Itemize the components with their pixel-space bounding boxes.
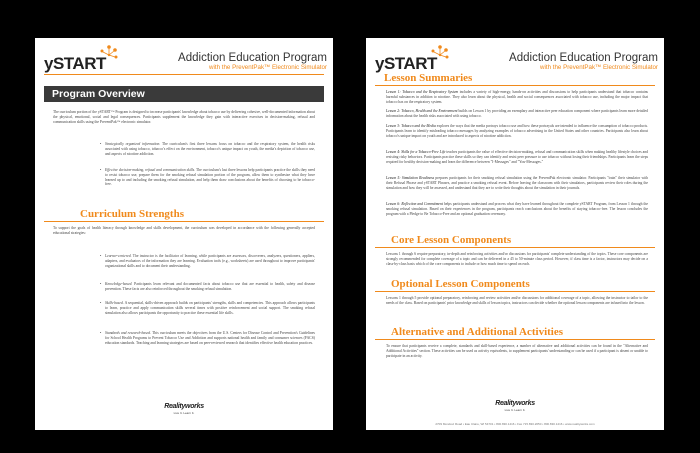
logo-wordmark: ySTART [44,54,106,73]
lesson-summary [386,109,648,119]
overview-intro: The curriculum portion of the ySTART™ Program is designed to increase participants' knowledge about tobacco use by delivering cohesive, well-documented information about the physical, emotional, social and legal consequences. Participants supplement the knowledge they gain with interactive exercises in decision-making, refusal and communication skills using the PreventPak™ electronic simulator. [53,110,315,124]
program-subtitle: with the PreventPak™ Electronic Simulator [209,64,327,71]
lesson-summary [386,150,648,164]
bullet-text: The curriculum's last three lessons help participants practice the skills they need to resist tobacco use, prepare them for the smoking refusal simulation portion of the program, allow them to synthesize what they have learned up to and including the smoking refusal simulation, and help them draw conclusions about the benefits of choosing to be tobacco-free. [105,168,315,187]
lesson-text: builds on Lesson 1 by providing an exemplary and interactive peer education component where participants learn more detailed information about the health risks associated with using tobacco. [386,109,648,118]
core-components-heading: Core Lesson Components [391,234,512,246]
lesson-text: prepares participants for their smoking refusal simulation using the PreventPak electronic simulator. Participants "train" their simulator with their Refusal Phrase and ySTART Phrases, and practice a smoking refusal event. Before leaving the classroom with their simulators, participants review their roles during the simulation and how they will be assessed, and understand that they are to write their thoughts about the simulation in their journals. [386,176,648,190]
core-components-text: Lessons 1 through 6 require preparatory, in-depth and reinforcing activities and/or discussions for participants' complete understanding of the topics. These core components are strongly recommended for complete coverage of a topic and can be delivered in a 45 to 50-minute class period. However, if class time is a factor, instructors may decide on a class-by-class basis which of the core components to include or how much time to spend on each. [386,252,648,266]
lesson-text: helps participants understand and process what they have learned throughout the complete ySTART Program, from Lesson 1 through the smoking refusal simulation. Based on their experiences in the program, participants reach conclusions about the benefits of staying tobacco-free. The lesson concludes the program with a Pledge to Be Tobacco-Free and an optional graduation ceremony. [386,202,648,216]
realityworks-logo [164,403,204,419]
optional-components-heading: Optional Lesson Components [391,278,530,290]
section-rule [44,221,324,222]
bullet-lead: Skills-based. [105,301,124,305]
lesson-lead: Lesson 5: Simulation Readiness [386,176,435,180]
realityworks-wordmark: Realityworks [495,400,535,407]
lesson-summary [386,124,648,138]
realityworks-tagline: Live It. Learn It. [504,408,526,412]
lesson-summary [386,176,648,190]
bullet-icon: • [100,282,102,286]
bullet-lead: Learner-centered. [105,254,132,258]
optional-components-text: Lessons 1 through 5 provide optional preparatory, reinforcing and review activities and/or discussions for additional coverage of a topic, allowing the instructor to tailor to the needs of the class. Based on participants' prior knowledge and skills of lesson topics, instructors can decide whether the optional lesson components are infused into the lesson. [386,296,648,305]
strength-bullet [100,254,315,268]
bullet-lead: Effective decision-making, refusal and communication skills. [105,168,196,172]
bullet-lead: Strategically organized information. [105,142,161,146]
right-document-page [366,38,664,430]
header-rule [44,74,324,75]
bullet-text: The curriculum's first three lessons focus on tobacco and the respiratory system, the health risks associated with using tobacco, tobacco's effect on the environment, tobacco's unique impact on youth, the media's depiction of tobacco use, and aspects of nicotine addiction. [105,142,316,156]
section-rule [375,291,655,292]
realityworks-wordmark: Realityworks [164,403,204,410]
bullet-icon: • [100,331,102,335]
bullet-lead: Standards and research-based. [105,331,152,335]
lesson-text: explores the ways that the media portrays tobacco use and how these portrayals are intended to influence the consumption of tobacco products. Participants learn to identify misleading tobacco messages by analyzing examples of tobacco advertising in the United States and other countries. Participants also learn about tobacco's unique impact on youth and are introduced to aspects of nicotine addiction. [386,124,648,138]
lesson-text: teaches participants the value of effective decision-making, refusal and communication skills when making healthy lifestyle choices and resisting risky behaviors. Participants practice these skills so they can identify and resist peer pressure to use tobacco without losing their friendships. Participants learn the steps required for healthy decision-making and learn the difference between "I-Messages" and "You-Messages." [386,150,649,164]
overview-bullet [100,168,315,187]
strength-bullet [100,301,315,315]
strength-bullet [100,331,315,345]
lesson-summary [386,90,648,104]
bullet-icon: • [100,142,102,146]
lesson-lead: Lesson 6: Reflection and Commitment [386,202,443,206]
lesson-lead: Lesson 3: Tobacco and the Media [386,124,436,128]
bullet-icon: • [100,301,102,305]
left-document-page [35,38,333,430]
ystart-logo [375,45,451,71]
bullet-text: Participants learn relevant and documented facts about tobacco use that are essential to health, safety and disease prevention. These facts are also reinforced throughout the smoking refusal simulation. [105,282,315,291]
ystart-logo [44,45,120,71]
lesson-lead: Lesson 2: Tobacco, Health and the Environment [386,109,458,113]
strength-bullet [100,282,315,292]
program-title: Addiction Education Program [178,52,327,64]
bullet-text: This curriculum meets the objectives from the U.S. Centers for Disease Control and Prevention's Guidelines for School Health Programs to Prevent Tobacco Use and Addiction and supports national health and family and consumer sciences (FACS) education standards. Teaching and learning strategies are based on peer-reviewed research that identifies effective health education practices. [105,331,315,345]
lesson-text: includes a variety of high-energy, hands-on activities and discussions to help participants understand that tobacco contains harmful substances in addition to nicotine. They also learn about the physical, health and social consequences associated with tobacco use, including the major impact that tobacco has on the respiratory system. [386,90,648,104]
bullet-text: A sequential, skills-driven approach builds on participants' strengths, skills and competencies. This approach allows participants to learn, practice and apply communication skills several times with positive reinforcement and social support. The smoking refusal simulation also allows participants the opportunity to practice these essential life skills. [105,301,315,315]
curriculum-strengths-heading: Curriculum Strengths [80,208,184,220]
bullet-text: The instructor is the facilitator of learning, while participants are assessors, discoverers, analyzers, questioners, appliers, adapters, and evaluators of the information they are learning. Evaluation tools (e.g., worksheets) are used throughout to improve participants' organizational skills and to document their understanding. [105,254,315,268]
realityworks-logo [495,400,535,416]
logo-wordmark: ySTART [375,54,437,73]
bullet-icon: • [100,254,102,258]
realityworks-tagline: Live It. Learn It. [173,411,195,415]
strengths-intro: To support the goals of health literacy through knowledge and skills development, the curriculum was developed in accordance with the following generally accepted educational strategies: [53,226,315,235]
overview-bullet [100,142,316,156]
section-rule [375,339,655,340]
lesson-lead: Lesson 4: Skills for a Tobacco-Free Life [386,150,446,154]
lesson-summary [386,202,648,216]
alternative-activities-text: To ensure that participants receive a complete, standards and skill-based experience, a number of alternative and additional activities can be found in the "Alternative and Additional Activities" section. These activities can be used as activity equivalents, to supplement participants' understanding or can be used if a participant is absent or unable to participate in an activity. [386,344,648,358]
bullet-icon: • [100,168,102,172]
program-overview-banner: Program Overview [44,86,324,102]
alternative-activities-heading: Alternative and Additional Activities [391,326,564,338]
program-title: Addiction Education Program [509,52,658,64]
program-subtitle: with the PreventPak™ Electronic Simulator [540,64,658,71]
section-rule [375,247,655,248]
lesson-summaries-heading: Lesson Summaries [384,72,473,84]
footer-contact: 2709 Mondovi Road • Eau Claire, WI 54701 • 800.830.1416 • Fax 715.830.2050 • 800.830.1416 • www.realityworks.com [435,422,595,426]
bullet-lead: Knowledge-based. [105,282,133,286]
lesson-lead: Lesson 1: Tobacco and the Respiratory System [386,90,459,94]
section-rule [375,85,655,86]
